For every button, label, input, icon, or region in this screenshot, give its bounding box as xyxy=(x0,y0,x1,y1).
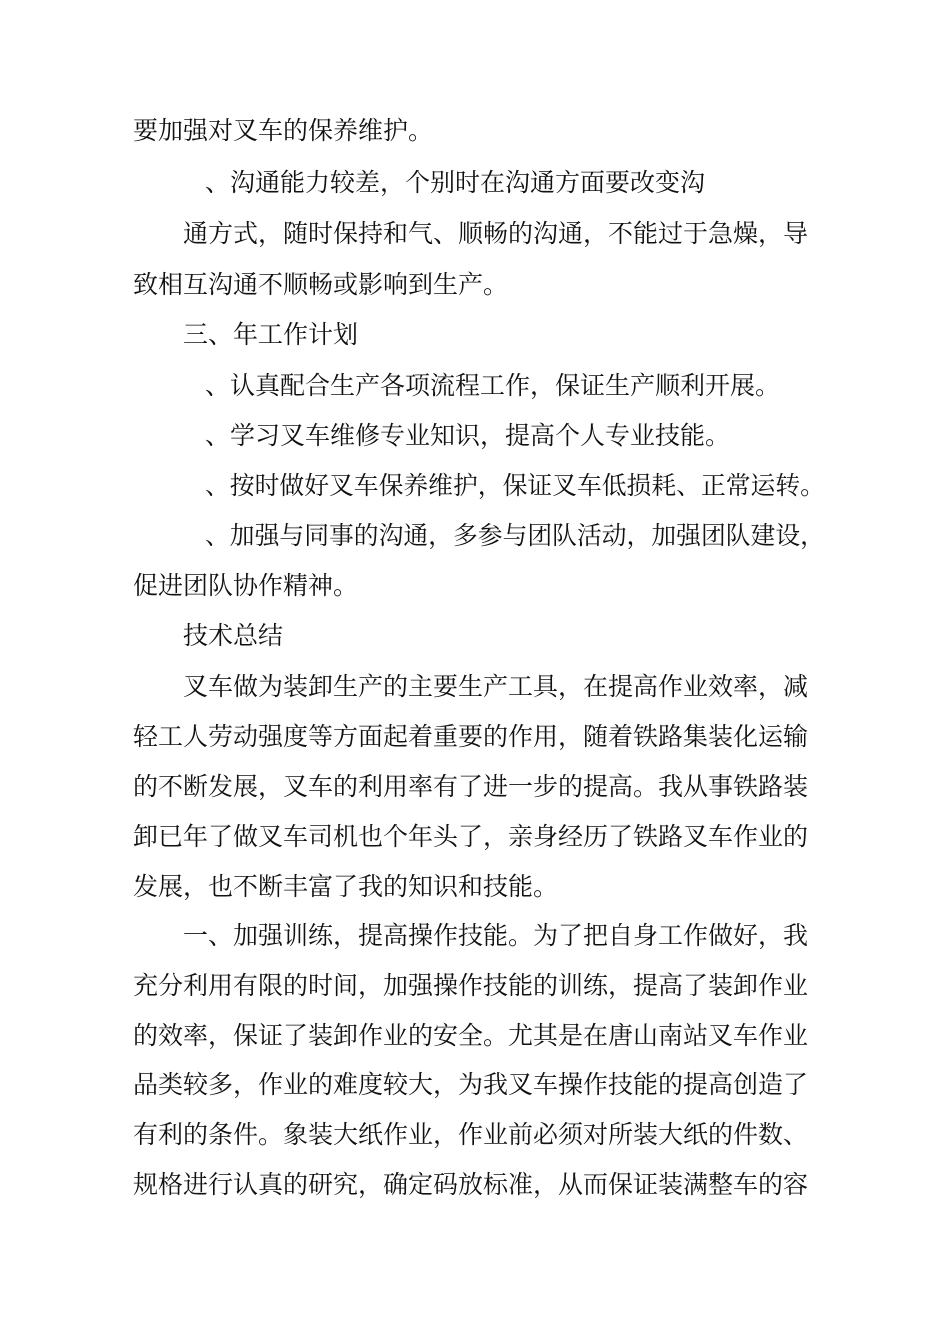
text-line: 轻工人劳动强度等方面起着重要的作用，随着铁路集装化运输 xyxy=(133,722,809,751)
text-line: 卸已年了做叉车司机也个年头了，亲身经历了铁路叉车作业的 xyxy=(133,822,809,851)
list-item: 、按时做好叉车保养维护，保证叉车低损耗、正常运转。 xyxy=(205,471,825,500)
text-line: 的不断发展，叉车的利用率有了进一步的提高。我从事铁路装 xyxy=(133,772,809,801)
section-heading: 三、年工作计划 xyxy=(183,320,359,349)
text-line: 规格进行认真的研究，确定码放标准，从而保证装满整车的容 xyxy=(133,1170,809,1199)
list-item: 、学习叉车维修专业知识，提高个人专业技能。 xyxy=(205,421,731,450)
text-line: 致相互沟通不顺畅或影响到生产。 xyxy=(133,270,509,299)
text-line: 一、加强训练，提高操作技能。为了把自身工作做好，我 xyxy=(183,921,809,950)
list-item: 、认真配合生产各项流程工作，保证生产顺利开展。 xyxy=(205,371,781,400)
text-line: 充分利用有限的时间，加强操作技能的训练，提高了装卸作业 xyxy=(133,971,809,1000)
text-line: 发展，也不断丰富了我的知识和技能。 xyxy=(133,872,559,901)
text-line: 品类较多，作业的难度较大，为我叉车操作技能的提高创造了 xyxy=(133,1070,809,1099)
text-line: 、沟通能力较差，个别时在沟通方面要改变沟 xyxy=(205,168,706,197)
text-line: 要加强对叉车的保养维护。 xyxy=(133,116,434,145)
text-line: 通方式，随时保持和气、顺畅的沟通，不能过于急燥，导 xyxy=(183,219,809,248)
text-line: 促进团队协作精神。 xyxy=(133,571,359,600)
text-line: 叉车做为装卸生产的主要生产工具，在提高作业效率，减 xyxy=(183,672,809,701)
text-line: 有利的条件。象装大纸作业，作业前必须对所装大纸的件数、 xyxy=(133,1120,809,1149)
list-item: 、加强与同事的沟通，多参与团队活动，加强团队建设， xyxy=(205,521,825,550)
text-line: 的效率，保证了装卸作业的安全。尤其是在唐山南站叉车作业 xyxy=(133,1021,809,1050)
section-heading: 技术总结 xyxy=(183,621,284,650)
